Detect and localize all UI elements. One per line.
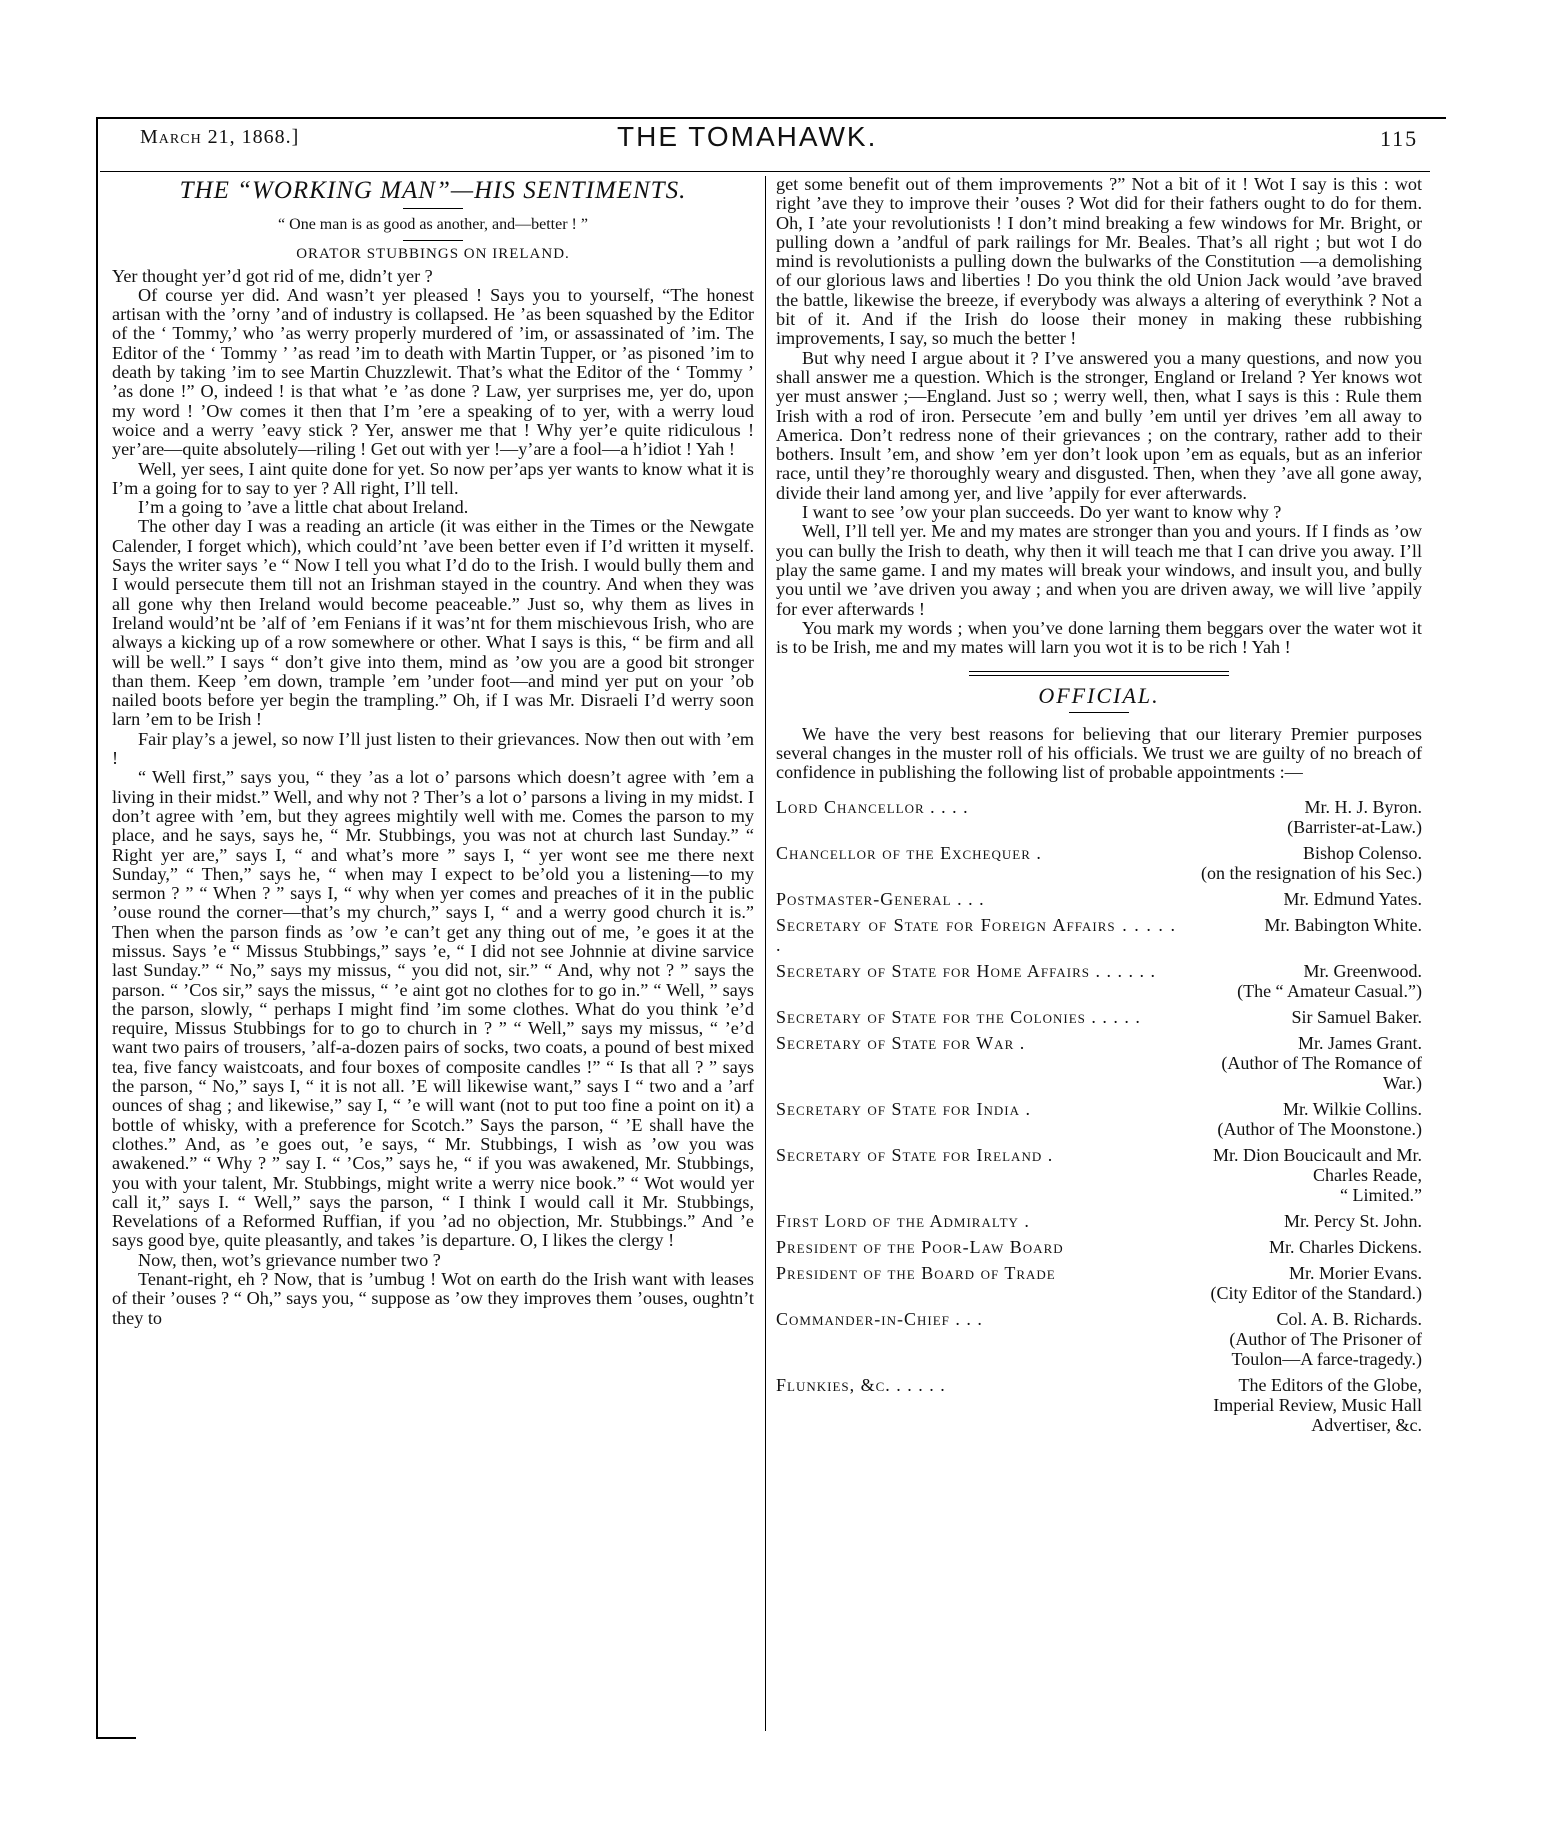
appointment-holder: Mr. Greenwood. [1303,960,1422,981]
section-divider [969,671,1229,676]
appointment-row [776,1007,1422,1027]
masthead-title: THE TOMAHAWK. [617,121,878,152]
page-border-bottom [96,1737,136,1739]
appointment-holder-block [1182,1099,1422,1139]
appointment-holder-block [1182,1007,1422,1027]
article-epigraph: “ One man is as good as another, and—better ! ” [278,216,588,233]
appointment-office: Commander-in-Chief . . . [776,1308,983,1329]
right-column [776,175,1422,1441]
official-title-rule [1069,712,1129,713]
title-rule [403,208,463,209]
appointment-office: Secretary of State for War . [776,1032,1026,1053]
left-column [112,175,754,1328]
appointment-holder-block [1182,1237,1422,1257]
official-intro: We have the very best reasons for believing that our literary Premier purposes several changes in the muster roll of his officials. We trust we are guilty of no breach of confidence in publishing the following list of probable appointments :— [776,723,1422,783]
paragraph: Fair play’s a jewel, so now I’ll just listen to their grievances. Now then out with ’em ! [112,728,754,769]
page-border-top [96,117,1446,119]
appointment-holder-block [1182,889,1422,909]
appointment-holder: Mr. Charles Dickens. [1269,1236,1422,1257]
appointment-holder: Mr. H. J. Byron. [1304,796,1422,817]
appointment-holder-block [1182,1145,1422,1205]
appointment-holder-block [1182,843,1422,883]
appointment-row [776,1375,1422,1435]
appointment-office: Secretary of State for Ireland . [776,1144,1054,1165]
appointment-holder: Mr. James Grant. [1298,1032,1422,1053]
appointment-row [776,1211,1422,1231]
appointment-holder-block [1182,1033,1422,1093]
appointment-holder-block [1182,961,1422,1001]
paragraph: But why need I argue about it ? I’ve answered you a many questions, and now you shall answer me a question. Which is the stronger, England or Ireland ? Yer knows wot yer must answer ;—England. Just so ; werry well, then, what I says is this : Rule them Irish with a rod of iron. Persecute ’em and bully ’em until yer drives ’em all away to America. Don’t redress none of their grievances ; on the contrary, rather add to their bothers. Insult ’em, and show ’em yer don’t look upon ’em as equals, but as an inferior race, until they’re thoroughly weary and disgusted. Then, when they ’ave all gone away, divide their land among yer, and live ’appily for ever afterwards. [776,347,1422,503]
appointment-row [776,843,1422,883]
appointment-holder-block [1182,1211,1422,1231]
appointment-row [776,915,1422,955]
epigraph-rule [403,240,463,241]
appointment-holder: The Editors of the Globe, Imperial Review, Music Hall Advertiser, &c. [1213,1374,1422,1435]
paragraph: “ Well first,” says you, “ they ’as a lot o’ parsons which doesn’t agree with ’em a living in their midst.” Well, and why not ? Ther’s a lot o’ parsons a living in my midst. I don’t agree with ’em, but they agrees mightily well with me. Comes the parson to my place, and he says, says he, “ Mr. Stubbings, you was not at church last Sunday.” “ Right yer are,” says I, “ and what’s more ” says I, “ yer wont see me there next Sunday,” “ Then,” says he, “ when may I expect to be’old you a listening—to my sermon ? ” “ When ? ” says I, “ why when yer comes and preaches of it in the public ’ouse round the corner—that’s my church,” says I, “ and a werry good church it is.” Then when the parson finds as ’ow ’e can’t get any thing out of me, ’e goes it at the missus. Says ’e “ Missus Stubbings,” says ’e, “ I did not see Johnnie at divine sarvice last Sunday.” “ No,” says my missus, “ you did not, sir.” “ And, why not ? ” says the parson. “ ’Cos sir,” says the missus, “ ’e aint got no clothes for to go in.” “ Well, ” says the parson, slowly, “ perhaps I might find ’im some clothes. What do you think ’e’d require, Missus Stubbings for to go to church in ? ” “ Well,” says my missus, “ ’e’d want two pairs of trousers, ’alf-a-dozen pairs of socks, two coats, a pound of best mixed tea, five fancy waistcoats, and four boxes of composite candles !” “ Is that all ? ” says the parson, “ No,” says I, “ it is not all. ’E will likewise want,” says I “ two and a ’arf ounces of shag ; and likewise,” say I, “ ’e will want (not to put too fine a point on it) a bottle of whisky, with a preference for Scotch.” Says the parson, “ ’E shall have the clothes.” And, as ’e goes out, ’e says, “ Mr. Stubbings, I wish as ’ow you was awakened.” “ Why ? ” say I. “ ’Cos,” says he, “ if you was awakened, Mr. Stubbings, you with your talent, Mr. Stubbings, might write a werry nice book.” “ Wot would yer call it,” says I. “ Well,” says the parson, “ I think I would call it Mr. Stubbings, Revelations of a Reformed Ruffian, if you ’ad no objection, Mr. Stubbings.” And ’e says good bye, quite pleasantly, and takes ’is departure. O, I likes the clergy ! [112,767,754,1251]
appointment-holder: Bishop Colenso. [1302,842,1422,863]
appointment-holder: Col. A. B. Richards. [1276,1308,1422,1329]
article-title: THE “WORKING MAN”—HIS SENTIMENTS. [179,177,687,204]
paragraph: Well, yer sees, I aint quite done for yet. So now per’aps yer wants to know what it is I’m a going for to say to yer ? All right, I’ll tell. [112,458,754,498]
appointment-row [776,1099,1422,1139]
appointment-row [776,1237,1422,1257]
page-number: 115 [1380,126,1419,151]
appointment-office: Secretary of State for the Colonies . . . . . [776,1006,1141,1027]
appointment-note: (Barrister-at-Law.) [1287,816,1422,837]
appointment-holder: Mr. Dion Boucicault and Mr. Charles Reade, [1213,1144,1422,1185]
header-date: March 21, 1868.] [140,126,300,148]
article-subhead: ORATOR STUBBINGS ON IRELAND. [296,246,570,263]
paragraph: I’m a going to ’ave a little chat about Ireland. [138,497,469,518]
appointment-office: President of the Poor-Law Board [776,1236,1064,1257]
paragraph: You mark my words ; when you’ve done larning them beggars over the water wot it is to be Irish, me and my mates will larn you wot it is to be rich ! Yah ! [776,617,1422,658]
appointment-row [776,1309,1422,1369]
appointment-row [776,797,1422,837]
paragraph: Yer thought yer’d got rid of me, didn’t yer ? [112,265,433,286]
appointment-holder-block [1182,915,1422,935]
appointment-office: Lord Chancellor . . . . [776,796,969,817]
appointment-office: First Lord of the Admiralty . [776,1210,1030,1231]
paragraph: Of course yer did. And wasn’t yer pleased ! Says you to yourself, “The honest artisan with the ’orny ’and of industry is collapsed. He ’as been squashed by the Editor of the ‘ Tommy,’ who ’as werry properly murdered of ’im, or assassinated of ’im. The Editor of the ‘ Tommy ’ ’as read ’im to death with Martin Tupper, or ’as pisoned ’im to death by taking ’im to see Martin Chuzzlewit. That’s what the Editor of the ‘ Tommy ’ ’as done !” O, indeed ! is that what ’e ’as done ? Law, yer surprises me, yer do, upon my word ! ’Ow comes it then that I’m ’ere a speaking of to yer, with a werry loud woice and a werry ’eavy stick ? Yer, answer me that ! Why yer’e quite ridiculous ! yer’are—quite absolutely—riling ! Get out with yer !—y’are a fool—a h’idiot ! Yah ! [112,284,754,460]
appointment-holder: Mr. Percy St. John. [1283,1210,1422,1231]
page-border-left [96,117,98,1737]
appointment-holder: Mr. Morier Evans. [1289,1262,1422,1283]
appointment-holder-block [1182,1375,1422,1435]
paragraph: Now, then, wot’s grievance number two ? [138,1249,441,1270]
appointment-office: Flunkies, &c. . . . . . [776,1374,946,1395]
appointment-holder: Mr. Edmund Yates. [1283,888,1422,909]
appointment-note: (The “ Amateur Casual.”) [1237,980,1422,1001]
appointment-holder-block [1182,797,1422,837]
appointment-office: Secretary of State for Foreign Affairs . . . . . . [776,914,1176,955]
appointment-holder: Mr. Wilkie Collins. [1283,1098,1422,1119]
appointment-note: (Author of The Moonstone.) [1217,1118,1422,1139]
appointment-row [776,889,1422,909]
header-rule [100,171,1430,172]
official-title: OFFICIAL. [1038,683,1160,709]
appointment-office: Postmaster-General . . . [776,888,985,909]
appointment-row [776,1033,1422,1093]
column-divider [765,176,766,1731]
appointments-list [776,797,1422,1435]
appointment-row [776,1145,1422,1205]
appointment-office: Secretary of State for India . [776,1098,1031,1119]
appointment-row [776,961,1422,1001]
appointment-note: (Author of The Romance of War.) [1221,1052,1422,1093]
paragraph: The other day I was a reading an article (it was either in the Times or the Newgate Calender, I forget which), which could’nt ’ave been better even if I’d written it myself. Says the writer says ’e “ Now I tell you what I’d do to the Irish. I would bully them and I would persecute them till not an Irishman stayed in the country. And when they was all gone why then Ireland would become peaceable.” Just so, why them as lives in Ireland would’nt be ’alf of ’em Fenians if it was’nt for them mischievous Irish, who are always a kicking up of a row somewhere or other. What I says is this, “ be firm and all will be well.” I says “ don’t give into them, mind as ’ow you are a good bit stronger than them. Keep ’em down, trample ’em ’under foot—and mind yer put on your ’ob nailed boots before yer begin the trampling.” Oh, if I was Mr. Disraeli I’d werry soon larn ’em to be Irish ! [112,516,754,730]
appointment-holder-block [1182,1309,1422,1369]
appointment-note: (City Editor of the Standard.) [1210,1282,1422,1303]
appointment-note: “ Limited.” [1340,1184,1422,1205]
paragraph: Tenant-right, eh ? Now, that is ’umbug ! Wot on earth do the Irish want with leases of their ’ouses ? “ Oh,” says you, “ suppose as ’ow they improves them ’ouses, oughtn’t they to [112,1269,754,1328]
appointment-row [776,1263,1422,1303]
appointment-note: (Author of The Prisoner of Toulon—A farce-tragedy.) [1229,1328,1422,1369]
paragraph: I want to see ’ow your plan succeeds. Do yer want to know why ? [802,502,1282,523]
appointment-office: President of the Board of Trade [776,1262,1056,1283]
appointment-holder-block [1182,1263,1422,1303]
appointment-office: Secretary of State for Home Affairs . . . . . . [776,960,1157,981]
appointment-note: (on the resignation of his Sec.) [1201,862,1422,883]
appointment-office: Chancellor of the Exchequer . [776,842,1042,863]
paragraph: Well, I’ll tell yer. Me and my mates are stronger than you and yours. If I finds as ’ow you can bully the Irish to death, why then it will teach me that I can drive you away. I’ll play the same game. I and my mates will break your windows, and insult you, and bully you until we ’ave driven you away ; and when you are driven away, we will live ’appily for ever afterwards ! [776,521,1422,619]
appointment-holder: Mr. Babington White. [1264,914,1422,935]
appointment-holder: Sir Samuel Baker. [1291,1006,1422,1027]
paragraph: get some benefit out of them improvements ?” Not a bit of it ! Wot I say is this : wot right ’ave they to improve their ’ouses ? Wot did for their fathers ought to do for them. Oh, I ’ate your revolutionists ! I don’t mind breaking a few windows for Mr. Bright, or pulling down a ’andful of park railings for Mr. Beales. That’s all right ; but wot I do mind is revolutionists a pulling down the bulwarks of the Constitution —a demolishing of our glorious laws and liberties ! Do you think the old Union Jack would ’ave braved the battle, likewise the breeze, if everybody was always a altering of everythink ? Not a bit of it. And if the Irish do loose their money in making these rubbishing improvements, I say, so much the better ! [776,174,1422,349]
